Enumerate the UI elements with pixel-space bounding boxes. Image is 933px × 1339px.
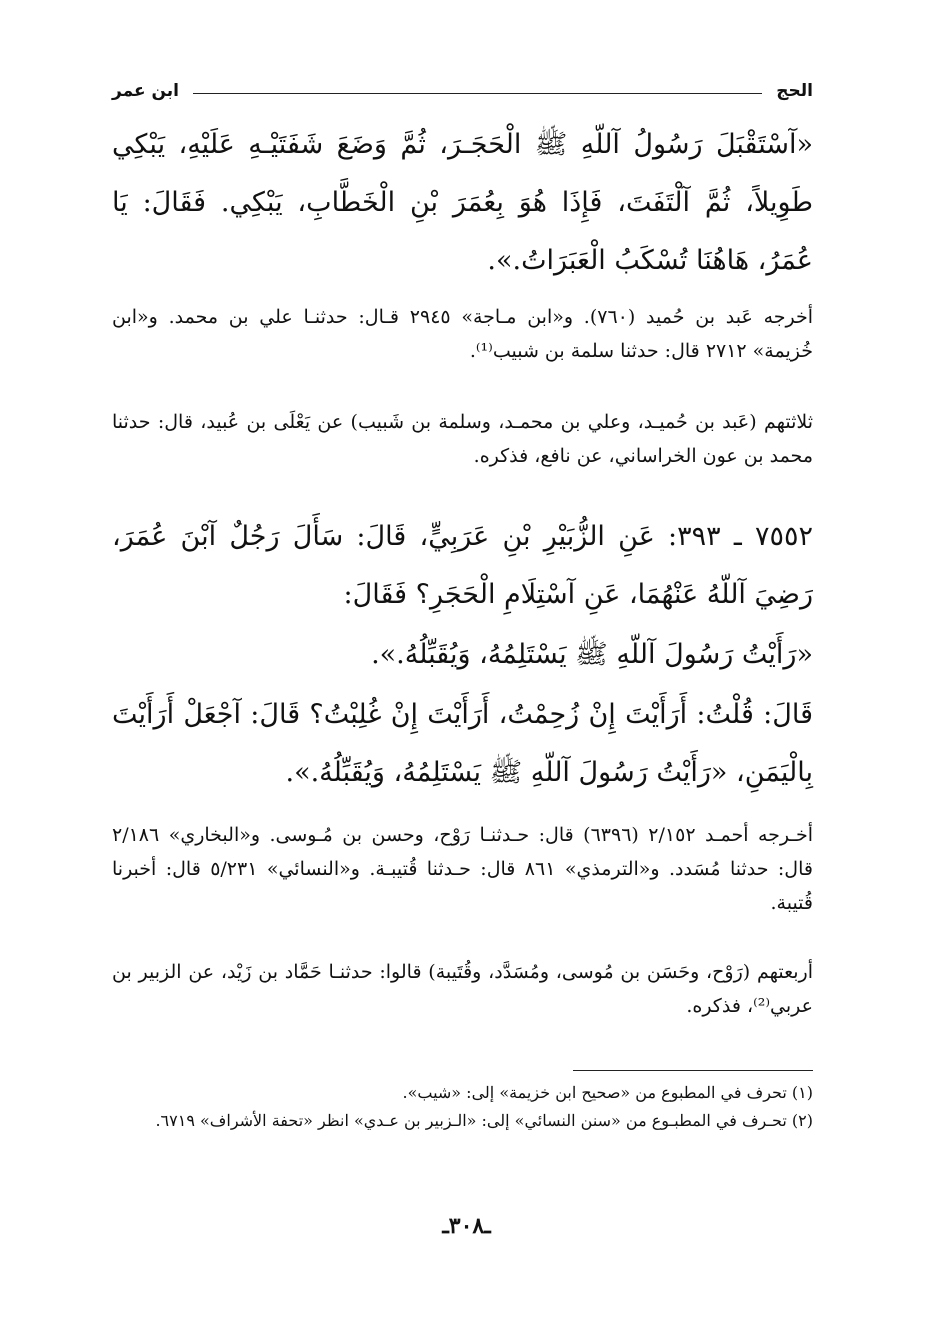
takhrij-1-paragraph-1: أخرجه عَبد بن حُميد (٧٦٠). و«ابن مـاجة» ٢٩٤٥ قـال: حدثنـا علي بن محمد. و«ابن خُزيمة» ٢٧١٢ قال: حدثنا سلمة بن شبيب⁽¹⁾.: [112, 306, 814, 362]
running-head: [112, 76, 813, 106]
takhrij-2-paragraph-2: أربعتهم (رَوْح، وحَسَن بن مُوسى، ومُسَدَّد، وقُتَيبة) قالوا: حدثنـا حَمَّاد بن زَيْد، عن الزبير بن عربي⁽²⁾، فذكره.: [112, 961, 813, 1017]
hadith-2-opening: ٧٥٥٢ ـ ٣٩٣: عَنِ الزُّبَيْرِ بْنِ عَرَبِيٍّ، قَالَ: سَأَلَ رَجُلٌ آبْنَ عُمَرَ، رَضِيَ آللّهُ عَنْهُمَا، عَنِ آسْتِلَامِ الْحَجَرِ؟ فَقَالَ:: [112, 521, 814, 610]
header-rule: [193, 93, 762, 94]
chapter-title: الحج: [776, 81, 813, 101]
hadith-2-quote: «رَأَيْتُ رَسُولَ آللّهِ ﷺ يَسْتَلِمُهُ، وَيُقَبِّلُهُ.».: [371, 639, 813, 670]
footnote-divider: [573, 1070, 813, 1071]
footnotes: [112, 1080, 813, 1136]
takhrij-2-paragraph-1: أخـرجه أحمـد ٢/١٥٢ (٦٣٩٦) قال: حـدثنـا رَوْح، وحسن بن مُـوسى. و«البخاري» ٢/١٨٦ قال: حدثنا مُسَدد. و«الترمذي» ٨٦١ قال: حـدثنا قُتيبـة. و«النسائي» ٥/٢٣١ قال: أخبرنا قُتيبة.: [112, 824, 814, 914]
page-number: ـ٣٠٨ـ: [442, 1213, 491, 1239]
takhrij-1-paragraph-2: ثلاثتهم (عَبد بن حُميـد، وعلي بن محمـد، وسلمة بن شَبيب) عن يَعْلَى بن عُبيد، قال: حدثنا محمد بن عون الخراساني، عن نافع، فذكره.: [112, 411, 813, 467]
section-title: ابن عمر: [112, 81, 180, 101]
hadith-2-dialogue: قَالَ: قُلْتُ: أَرَأَيْتَ إِنْ زُحِمْتُ، أَرَأَيْتَ إِنْ غُلِبْتُ؟ قَالَ: آجْعَلْ أَرَأَيْتَ بِالْيَمَنِ، «رَأَيْتُ رَسُولَ آللّهِ ﷺ يَسْتَلِمُهُ، وَيُقَبِّلُهُ.».: [112, 699, 813, 788]
hadith-text-1: «آسْتَقْبَلَ رَسُولُ آللّهِ ﷺ الْحَجَـرَ، ثُمَّ وَضَعَ شَفَتَيْـهِ عَلَيْهِ، يَبْكِي طَوِيلاً، ثُمَّ آلْتَفَتَ، فَإِذَا هُوَ بِعُمَرَ بْنِ الْخَطَّابِ، يَبْكِي. فَقَالَ: يَا عُمَرُ، هَاهُنَا تُسْكَبُ الْعَبَرَاتُ.».: [112, 129, 813, 276]
footnote-1: (١) تحرف في المطبوع من «صحيح ابن خزيمة» إلى: «شيب».: [402, 1083, 813, 1102]
footnote-2: (٢) تحـرف في المطبـوع من «سنن النسائي» إلى: «الـزبير بن عـدي» انظر «تحفة الأشراف» ٦٧١٩.: [155, 1111, 813, 1130]
